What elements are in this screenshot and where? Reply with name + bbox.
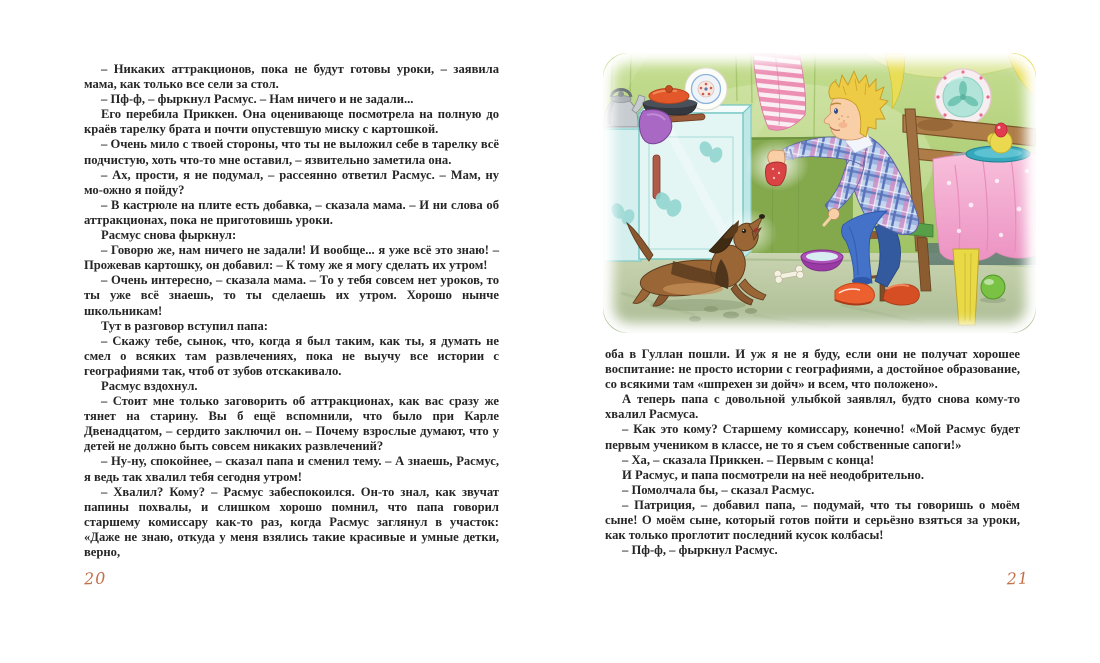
paragraph: Расмус вздохнул. (101, 378, 198, 393)
wall-plate (935, 69, 991, 125)
left-page-number: 20 (83, 568, 107, 589)
paragraph: – В кастрюле на плите есть добавка, – сказала мама. – И ни слова об аттракционах, пока не приготовишь уроки. (84, 197, 499, 227)
paragraph: – Ах, прости, я не подумал, – рассеянно ответил Расмус. – Мам, ну мо-ожно я пойду? (84, 167, 499, 197)
ball (980, 275, 1006, 303)
strawberry (995, 123, 1007, 137)
paragraph: Расмус снова фыркнул: (101, 228, 237, 243)
paragraph: – Говорю же, нам ничего не задали! И вообще... я уже всё это знаю! – Прожевав картошку, он добавил: – К тому же я могу сделать их утром! (84, 243, 499, 273)
slipper (883, 284, 919, 305)
paragraph: И Расмус, и папа посмотрели на неё неодобрительно. (622, 467, 924, 482)
paragraph: – Помолчала бы, – сказал Расмус. (622, 482, 815, 497)
paragraph: – Пф-ф, – фыркнул Расмус. – Нам ничего и не задали... (101, 92, 414, 107)
paragraph: Тут в разговор вступил папа: (101, 318, 268, 333)
right-page-number: 21 (1006, 568, 1030, 589)
paragraph: оба в Гуллан пошли. И уж я не я буду, если они не получат хорошее воспитание: не просто истории с географиями, а достойное образование, со всякими там «шпрехен зи дойч» и всем, что положено». (605, 347, 1020, 392)
paragraph: А теперь папа с довольной улыбкой заявлял, будто снова кому-то хвалил Расмуса. (605, 392, 1020, 422)
kitchen-illustration (603, 53, 1036, 333)
paragraph: – Ха, – сказала Приккен. – Первым с конца! (622, 452, 875, 467)
paragraph: – Патриция, – добавил папа, – подумай, что ты говоришь о моём сыне! О моём сыне, который готов пойти и серьёзно взяться за уроки, как только проглотит последний кусок колбасы! (605, 497, 1020, 543)
right-page-text (605, 347, 1020, 558)
slipper (835, 283, 874, 305)
paragraph: Его перебила Приккен. Она оценивающе посмотрела на полную до краёв тарелку брата и почти опустевшую миску с картошкой. (84, 107, 499, 137)
paragraph: – Пф-ф, – фыркнул Расмус. (622, 543, 778, 558)
paragraph: – Ну-ну, спокойнее, – сказал папа и сменил тему. – А знаешь, Расмус, я ведь так хвалил тебя сегодня утром! (84, 454, 499, 484)
paragraph: – Очень интересно, – сказала мама. – То у тебя совсем нет уроков, то ты уже всё знаешь, то ты сделаешь их утром. Хорошо нынче школьникам! (84, 273, 499, 318)
paragraph: – Скажу тебе, сынок, что, когда я был таким, как ты, я думать не смел о всяких там развлечениях, пока не выучу все истории с географиями так, чтоб от зубов отскакивало. (84, 333, 499, 378)
paragraph: – Как это кому? Старшему комиссару, конечно! «Мой Расмус будет первым учеником в классе, не то я съем собственные сапоги!» (605, 422, 1020, 452)
paragraph: – Стоит мне только заговорить об аттракционах, как вас сразу же тянет на старину. Вы б ещё вспомнили, что было при Карле Двенадцатом, – сердито заключил он. – Почему взрослые думают, что у детей не должно быть совсем никаких развлечений? (84, 394, 499, 454)
paragraph: – Очень мило с твоей стороны, что ты не выложил себе в тарелку всё подчистую, хоть что-то мне оставил, – язвительно заметила она. (84, 137, 499, 167)
cabinet-handle (653, 155, 660, 199)
illustration-svg (603, 53, 1036, 333)
paragraph: – Хвалил? Кому? – Расмус забеспокоился. Он-то знал, как звучат папины похвалы, и слишком хорошо помнил, что папа говорил старшему комиссару как-то раз, когда Расмус заглянул в участок: «Даже не знаю, откуда у меня взялись такие красивые и умные детки, верно, (84, 484, 499, 559)
paragraph: – Никаких аттракционов, пока не будут готовы уроки, – заявила мама, как только все сели за стол. (84, 62, 499, 92)
left-page-text (84, 62, 499, 560)
